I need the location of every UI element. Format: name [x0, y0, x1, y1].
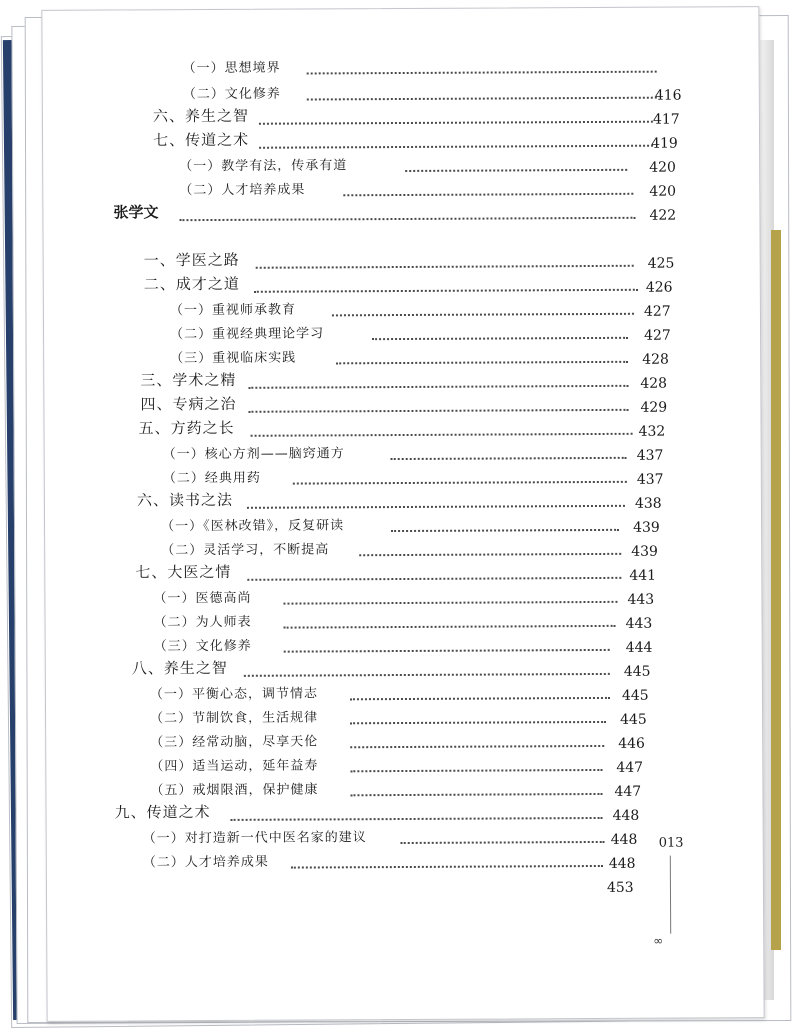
toc-entry-label: （二）人才培养成果 [179, 182, 306, 199]
toc-entry [150, 749, 710, 776]
toc-page-number: 445 [620, 711, 647, 728]
toc-leader-dots [332, 313, 634, 317]
toc-entry [170, 341, 730, 368]
toc-leader-dots [391, 457, 627, 460]
ornament-icon: ∞ [653, 933, 664, 948]
toc-page-number: 427 [644, 327, 671, 344]
toc-entry [153, 581, 713, 608]
toc-entry [153, 605, 713, 632]
toc-entry [138, 413, 698, 440]
toc-entry-label: 三、学术之精 [140, 370, 237, 390]
toc-page-number: 419 [651, 135, 678, 152]
toc-entry [163, 461, 723, 488]
toc-page-number: 439 [633, 519, 660, 536]
toc-page-number: 438 [634, 495, 662, 512]
toc-page-number: 439 [631, 543, 658, 560]
toc-leader-dots [391, 529, 619, 532]
toc-page-number: 428 [642, 351, 669, 368]
toc-leader-dots [359, 553, 621, 556]
toc-entry-label: （一）思想境界 [182, 60, 281, 77]
toc-page-number: 448 [608, 855, 636, 872]
toc-page-number: 445 [621, 687, 649, 704]
toc-page-number: 447 [616, 759, 644, 776]
toc-entry [144, 245, 704, 272]
toc-page-number: 448 [610, 831, 638, 848]
toc-leader-dots [284, 625, 616, 629]
toc-entry-label: （二）节制饮食，生活规律 [150, 710, 319, 727]
toc-page [41, 6, 764, 1022]
toc-entry-label: （一）教学有法，传承有道 [179, 158, 348, 175]
toc-entry-label: 一、学医之路 [143, 250, 240, 270]
toc-page-number: 422 [649, 207, 677, 224]
toc-entry [179, 173, 739, 200]
toc-entry [170, 293, 730, 320]
toc-leader-dots [259, 145, 653, 149]
toc-entry-label: （一）重视师承教育 [169, 302, 296, 319]
toc-entry-label: （二）重视经典理论学习 [170, 326, 325, 343]
toc-page-number: 447 [614, 783, 642, 800]
toc-entry [170, 317, 730, 344]
toc-entry [153, 125, 713, 152]
toc-leader-dots [283, 601, 617, 605]
toc-entry-label: 九、传道之术 [114, 803, 211, 822]
toc-leader-dots [247, 505, 625, 509]
toc-entry [183, 51, 743, 78]
toc-leader-dots [231, 817, 603, 821]
toc-entry [140, 389, 700, 416]
toc-entry-label: （一）平衡心态，调节情志 [149, 686, 318, 703]
toc-leader-dots [179, 217, 635, 221]
toc-leader-dots [372, 337, 628, 340]
toc-entry [143, 821, 703, 848]
toc-entry-label: （一）《医林改错》，反复研读 [161, 518, 345, 535]
toc-page-number: 428 [640, 375, 668, 392]
toc-leader-dots [307, 71, 657, 75]
toc-entry-label: 五、方药之长 [138, 418, 235, 438]
toc-leader-dots [247, 577, 621, 581]
toc-entry [150, 701, 710, 728]
toc-leader-dots [336, 361, 628, 365]
toc-entry-label: （四）适当运动，延年益寿 [150, 758, 319, 775]
toc-page-number: 453 [606, 879, 634, 896]
page-number: 013 [658, 835, 684, 851]
toc-entry-label: （三）经常动脑，尽享天伦 [150, 734, 319, 751]
toc-leader-dots [293, 481, 627, 485]
toc-entry [137, 485, 697, 512]
toc-entry [135, 557, 695, 584]
toc-leader-dots [251, 433, 633, 437]
toc-entry [163, 437, 723, 464]
toc-leader-dots [343, 193, 633, 197]
toc-entry [150, 773, 710, 800]
toc-entry-label: 六、读书之法 [136, 490, 233, 510]
toc-page-number: 443 [625, 615, 653, 632]
toc-page-number: 425 [647, 255, 675, 272]
toc-entry-label: 七、传道之术 [152, 130, 250, 150]
toc-entry-label: （二）灵活学习，不断提高 [161, 542, 330, 559]
toc-entry [114, 798, 674, 825]
toc-leader-dots [248, 409, 628, 413]
toc-entry [143, 869, 703, 896]
toc-entry-label: （二）为人师表 [153, 614, 252, 631]
toc-leader-dots [350, 721, 606, 724]
toc-leader-dots [307, 97, 657, 101]
toc-leader-dots [254, 289, 638, 293]
toc-page-number: 437 [636, 447, 664, 464]
toc-entry [154, 629, 714, 656]
toc-page-number: 441 [629, 567, 657, 584]
toc-page-number: 420 [649, 159, 676, 176]
toc-entry [153, 101, 713, 128]
toc-entry [161, 509, 721, 536]
toc-entry [150, 725, 710, 752]
toc-entry [140, 365, 700, 392]
toc-entry [150, 677, 710, 704]
toc-leader-dots [401, 841, 605, 844]
toc-leader-dots [259, 121, 653, 125]
toc-page-number: 432 [638, 423, 666, 440]
toc-leader-dots [350, 745, 604, 748]
toc-leader-dots [350, 769, 602, 772]
toc-entry-label: （二）人才培养成果 [142, 854, 269, 871]
toc-entry [132, 653, 692, 680]
toc-leader-dots [291, 865, 603, 869]
toc-chapter-heading [113, 198, 677, 225]
toc-entry-label: （一）医德高尚 [153, 590, 252, 607]
toc-entry-label: （三）文化修养 [153, 638, 252, 655]
toc-page-number: 448 [612, 807, 640, 824]
toc-entry-label: （五）戒烟限酒，保护健康 [150, 782, 319, 799]
toc-page-number: 445 [623, 663, 651, 680]
toc-leader-dots [350, 793, 602, 796]
toc-entry-label: 张学文 [113, 203, 159, 222]
toc-entry-label: （一）对打造新一代中医名家的建议 [142, 830, 367, 847]
toc-entry [183, 77, 743, 104]
toc-entry-label: 六、养生之智 [152, 106, 249, 126]
toc-page-number: 427 [643, 303, 671, 320]
toc-entry-label: （三）重视临床实践 [170, 350, 297, 367]
toc-page-number: 437 [636, 471, 664, 488]
toc-leader-dots [350, 697, 610, 700]
toc-leader-dots [248, 385, 628, 389]
toc-entry-label: （一）核心方剂——脑窍通方 [162, 446, 345, 463]
toc-entry-label: 八、养生之智 [131, 658, 228, 678]
toc-entry [179, 149, 739, 176]
toc-page-number: 429 [640, 399, 668, 416]
toc-entry-label: （二）文化修养 [182, 86, 281, 103]
toc-entry-label: （二）经典用药 [162, 470, 261, 487]
toc-leader-dots [405, 169, 627, 172]
toc-entry-label: 四、专病之治 [140, 394, 237, 414]
toc-page-number: 417 [652, 111, 680, 128]
toc-entry [144, 269, 704, 296]
toc-page-number: 420 [649, 183, 677, 200]
toc-leader-dots [284, 649, 610, 653]
book-spine-edge [771, 230, 781, 950]
toc-entry [143, 845, 703, 872]
toc-entry [161, 533, 721, 560]
toc-entry-label: 七、大医之情 [135, 562, 232, 582]
toc-leader-dots [244, 673, 610, 677]
toc-page-number: 444 [625, 639, 653, 656]
toc-leader-dots [256, 265, 634, 269]
toc-page-number: 446 [618, 735, 645, 752]
toc-entry-label: 二、成才之道 [143, 274, 240, 294]
toc-page-number: 426 [645, 279, 673, 296]
toc-page-number: 416 [654, 87, 682, 104]
toc-page-number: 443 [627, 591, 655, 608]
